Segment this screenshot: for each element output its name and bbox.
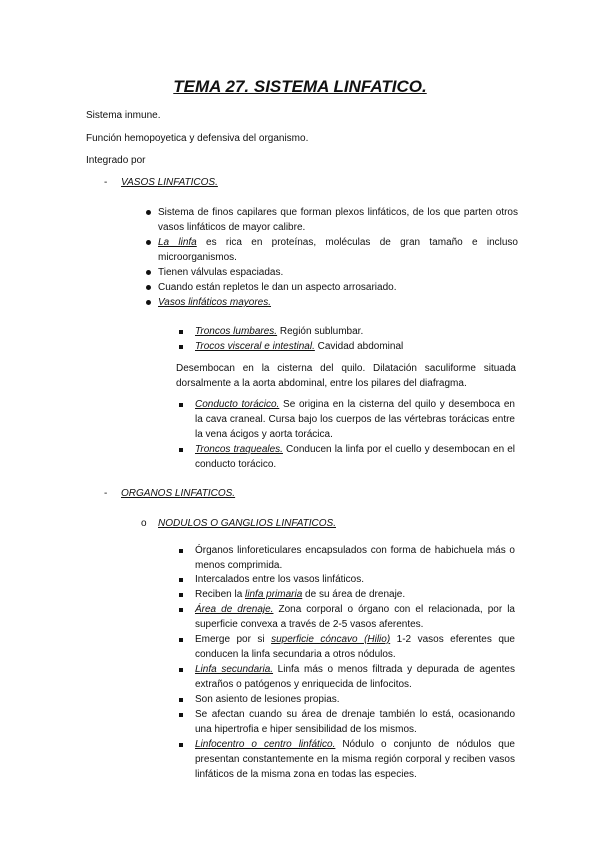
dash-marker: - xyxy=(104,177,108,188)
list-item xyxy=(158,235,518,265)
square-bullet-icon xyxy=(179,549,183,553)
bullet-icon xyxy=(146,285,151,290)
intro-line: Integrado por xyxy=(86,155,146,166)
list-item xyxy=(158,205,518,235)
item-text: Región sublumbar. xyxy=(277,326,364,337)
item-text: de su área de drenaje. xyxy=(302,589,406,600)
item-text: Intercalados entre los vasos linfáticos. xyxy=(195,574,364,585)
square-bullet-icon xyxy=(179,448,183,452)
item-text: Cavidad abdominal xyxy=(314,341,404,352)
list-item xyxy=(195,707,515,737)
item-text: Zona corporal o órgano con el relacionada, por la superficie convexa a través de 2-5 vasos aferentes. xyxy=(195,604,515,630)
circle-marker: o xyxy=(141,518,147,529)
intro-line: Sistema inmune. xyxy=(86,110,161,121)
list-item xyxy=(195,692,515,707)
paragraph: Desembocan en la cisterna del quilo. Dilatación saculiforme situada dorsalmente a la aorta abdominal, entre los pilares del diafragma. xyxy=(176,363,516,389)
list-item xyxy=(195,632,515,662)
list-item xyxy=(195,737,515,782)
list-item xyxy=(195,397,515,442)
bullet-icon xyxy=(146,210,151,215)
item-text: Son asiento de lesiones propias. xyxy=(195,694,340,705)
item-emphasis: La linfa xyxy=(158,237,197,248)
item-emphasis: Área de drenaje. xyxy=(195,604,274,615)
item-text: Tienen válvulas espaciadas. xyxy=(158,267,284,278)
item-emphasis: linfa primaria xyxy=(245,589,303,600)
list-item xyxy=(158,280,518,295)
item-text: Emerge por si xyxy=(195,634,272,645)
page-title: TEMA 27. SISTEMA LINFATICO. xyxy=(173,77,427,96)
list-item xyxy=(195,442,515,472)
item-text: Se afectan cuando su área de drenaje también lo está, ocasionando una hipertrofia e hiper sensibilidad de los mismos. xyxy=(195,709,515,735)
bullet-icon xyxy=(146,240,151,245)
bullet-icon xyxy=(146,270,151,275)
section-heading-vasos: VASOS LINFATICOS. xyxy=(121,177,218,188)
list-item xyxy=(195,662,515,692)
square-bullet-icon xyxy=(179,608,183,612)
item-text: Reciben la xyxy=(195,589,246,600)
item-text: Sistema de finos capilares que forman plexos linfáticos, de los que parten otros vasos linfáticos de mayor calibre. xyxy=(158,207,518,233)
item-text: Órganos linforeticulares encapsulados con forma de habichuela más o menos comprimida. xyxy=(195,545,515,571)
item-text: Se origina en la cisterna del quilo y desemboca en la cava craneal. Cursa bajo los cuerpos de las vértebras torácicas entre la vena ácigos y aorta torácica. xyxy=(195,399,515,440)
item-emphasis: superficie cóncavo (Hilio) xyxy=(271,634,391,645)
square-bullet-icon xyxy=(179,743,183,747)
square-bullet-icon xyxy=(179,668,183,672)
item-emphasis: Vasos linfáticos mayores. xyxy=(158,297,272,308)
item-text: Linfa más o menos filtrada y depurada de agentes extraños o patógenos y enriquecida de linfocitos. xyxy=(195,664,515,690)
list-item xyxy=(158,265,518,280)
square-bullet-icon xyxy=(179,593,183,597)
bullet-icon xyxy=(146,300,151,305)
item-text: Nódulo o conjunto de nódulos que presentan constantemente en la misma región corporal y reciben vasos linfáticos de la misma zona en todas las especies. xyxy=(195,739,515,780)
section-heading-organos: ORGANOS LINFATICOS. xyxy=(121,488,236,499)
square-bullet-icon xyxy=(179,578,183,582)
intro-line: Función hemopoyetica y defensiva del organismo. xyxy=(86,133,309,144)
item-emphasis: Trocos visceral e intestinal. xyxy=(195,341,315,352)
list-item xyxy=(158,295,518,310)
list-item xyxy=(195,543,515,573)
item-emphasis: Linfa secundaria. xyxy=(195,664,274,675)
square-bullet-icon xyxy=(179,345,183,349)
square-bullet-icon xyxy=(179,713,183,717)
item-text: Cuando están repletos le dan un aspecto arrosariado. xyxy=(158,282,397,293)
list-item xyxy=(195,339,515,354)
square-bullet-icon xyxy=(179,330,183,334)
item-text: Conducen la linfa por el cuello y desembocan en el conducto torácico. xyxy=(195,444,515,470)
square-bullet-icon xyxy=(179,638,183,642)
item-emphasis: Conducto torácico. xyxy=(195,399,280,410)
item-emphasis: Troncos lumbares. xyxy=(195,326,278,337)
item-emphasis: Linfocentro o centro linfático. xyxy=(195,739,336,750)
subsection-heading: NODULOS O GANGLIOS LINFATICOS. xyxy=(158,518,336,529)
list-item xyxy=(195,587,515,602)
item-text: 1-2 vasos eferentes que conducen la linfa secundaria a otros nódulos. xyxy=(195,634,515,660)
dash-marker: - xyxy=(104,488,108,499)
list-item xyxy=(195,324,515,339)
list-item xyxy=(195,572,515,587)
item-text: es rica en proteínas, moléculas de gran tamaño e incluso microorganismos. xyxy=(158,237,518,263)
square-bullet-icon xyxy=(179,403,183,407)
square-bullet-icon xyxy=(179,698,183,702)
item-emphasis: Troncos traqueales. xyxy=(195,444,283,455)
list-item xyxy=(195,602,515,632)
